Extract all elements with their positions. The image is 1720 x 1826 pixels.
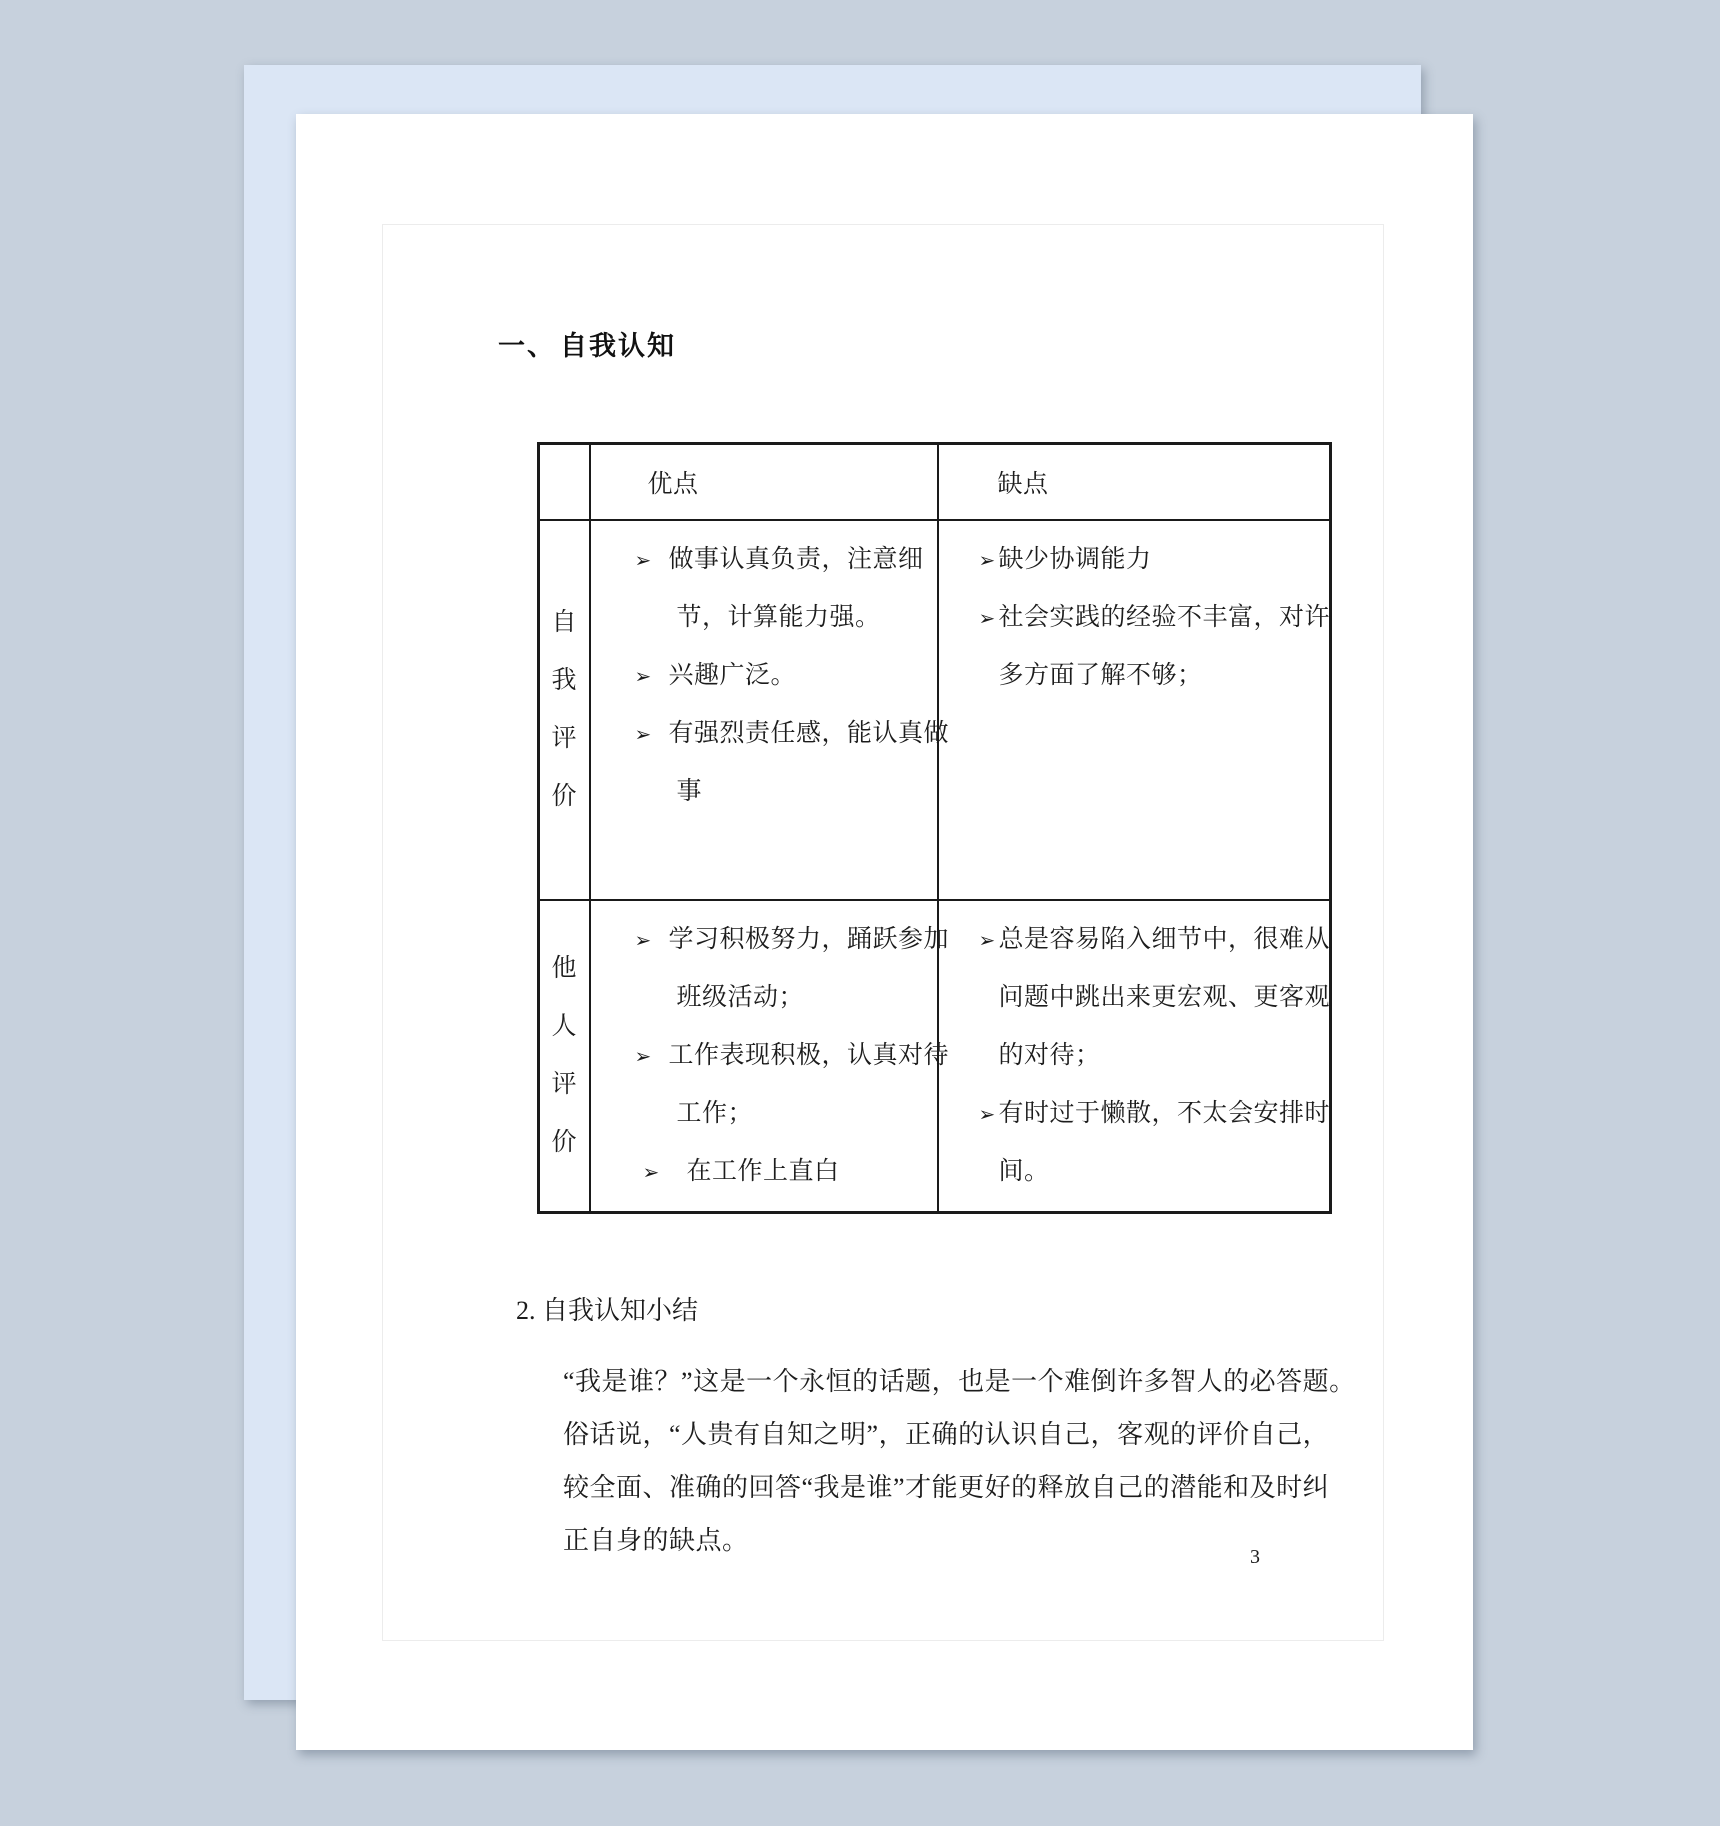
bullet-line: 做事认真负责，注意细: [668, 546, 924, 573]
cell-self-disadvantages: [938, 520, 1331, 900]
list-item: [591, 1027, 950, 1143]
bullet-list: [591, 911, 950, 1201]
summary-heading: 2. 自我认知小结: [516, 1296, 699, 1325]
bullet-arrow-icon: ➢: [642, 1160, 660, 1184]
list-item: [939, 589, 1330, 705]
bullet-line: 社会实践的经验不丰富，对许: [998, 604, 1331, 631]
bullet-list: [939, 911, 1330, 1201]
bullet-line: 在工作上直白: [686, 1158, 840, 1185]
label-char: 价: [551, 1129, 577, 1156]
vertical-label: [540, 940, 589, 1172]
page-number: 3: [1250, 1546, 1260, 1568]
table-header-row: [539, 444, 1331, 521]
label-char: 评: [551, 725, 577, 752]
list-item: [591, 1143, 937, 1201]
bullet-line: 缺少协调能力: [998, 546, 1152, 573]
column-header-disadvantages: 缺点: [938, 444, 1331, 521]
section-numeral: 一、: [498, 331, 556, 361]
bullet-list: [591, 531, 950, 821]
bullet-arrow-icon: ➢: [978, 928, 996, 952]
list-item: [591, 531, 937, 647]
paragraph-line: 较全面、准确的回答“我是谁”才能更好的释放自己的潜能和及时纠: [563, 1473, 1330, 1502]
label-char: 他: [551, 955, 577, 982]
evaluation-table: [537, 442, 1332, 1214]
cell-others-advantages: [590, 900, 950, 1213]
section-heading: [498, 324, 676, 363]
cell-self-advantages: [590, 520, 950, 900]
bullet-list: [939, 531, 1330, 705]
list-item: [591, 705, 950, 821]
section-title: 自我认知: [560, 331, 676, 361]
table-row-self-evaluation: [539, 520, 1331, 900]
table-row-others-evaluation: [539, 900, 1331, 1213]
label-char: 自: [551, 609, 577, 636]
label-char: 人: [551, 1013, 577, 1040]
vertical-label: [540, 594, 589, 826]
bullet-line: 的对待；: [998, 1042, 1101, 1069]
row-label-others-evaluation: [539, 900, 590, 1213]
bullet-arrow-icon: ➢: [634, 1044, 652, 1068]
paragraph-line: 正自身的缺点。: [563, 1526, 749, 1555]
paragraph-line: “我是谁？”这是一个永恒的话题，也是一个难倒许多智人的必答题。: [563, 1367, 1356, 1396]
list-item: [939, 911, 1330, 1085]
bullet-line: 兴趣广泛。: [668, 662, 797, 689]
bullet-arrow-icon: ➢: [634, 664, 652, 688]
cell-others-disadvantages: [938, 900, 1331, 1213]
list-item: [939, 531, 1330, 589]
bullet-line: 节，计算能力强。: [676, 604, 881, 631]
row-label-self-evaluation: [539, 520, 590, 900]
bullet-arrow-icon: ➢: [634, 928, 652, 952]
bullet-line: 工作表现积极，认真对待: [668, 1042, 950, 1069]
bullet-line: 工作；: [676, 1100, 754, 1127]
label-char: 价: [551, 783, 577, 810]
bullet-arrow-icon: ➢: [978, 1102, 996, 1126]
summary-paragraph: [563, 1355, 1356, 1567]
paragraph-line: 俗话说，“人贵有自知之明”，正确的认识自己，客观的评价自己，: [563, 1420, 1330, 1449]
bullet-arrow-icon: ➢: [978, 548, 996, 572]
document-page: [296, 114, 1473, 1750]
bullet-line: 有时过于懒散，不太会安排时: [998, 1100, 1331, 1127]
bullet-line: 多方面了解不够；: [998, 662, 1203, 689]
bullet-arrow-icon: ➢: [978, 606, 996, 630]
label-char: 我: [551, 667, 577, 694]
list-item: [591, 647, 937, 705]
list-item: [939, 1085, 1330, 1201]
bullet-line: 有强烈责任感，能认真做: [668, 720, 950, 747]
label-char: 评: [551, 1071, 577, 1098]
bullet-line: 总是容易陷入细节中，很难从: [998, 926, 1331, 953]
bullet-arrow-icon: ➢: [634, 722, 652, 746]
list-item: [591, 911, 950, 1027]
bullet-line: 事: [676, 778, 703, 805]
bullet-line: 问题中跳出来更宏观、更客观: [998, 984, 1331, 1011]
bullet-line: 班级活动；: [676, 984, 805, 1011]
bullet-line: 间。: [998, 1158, 1050, 1185]
column-header-advantages: 优点: [590, 444, 938, 521]
table-corner-cell: [539, 444, 590, 521]
bullet-line: 学习积极努力，踊跃参加: [668, 926, 950, 953]
bullet-arrow-icon: ➢: [634, 548, 652, 572]
